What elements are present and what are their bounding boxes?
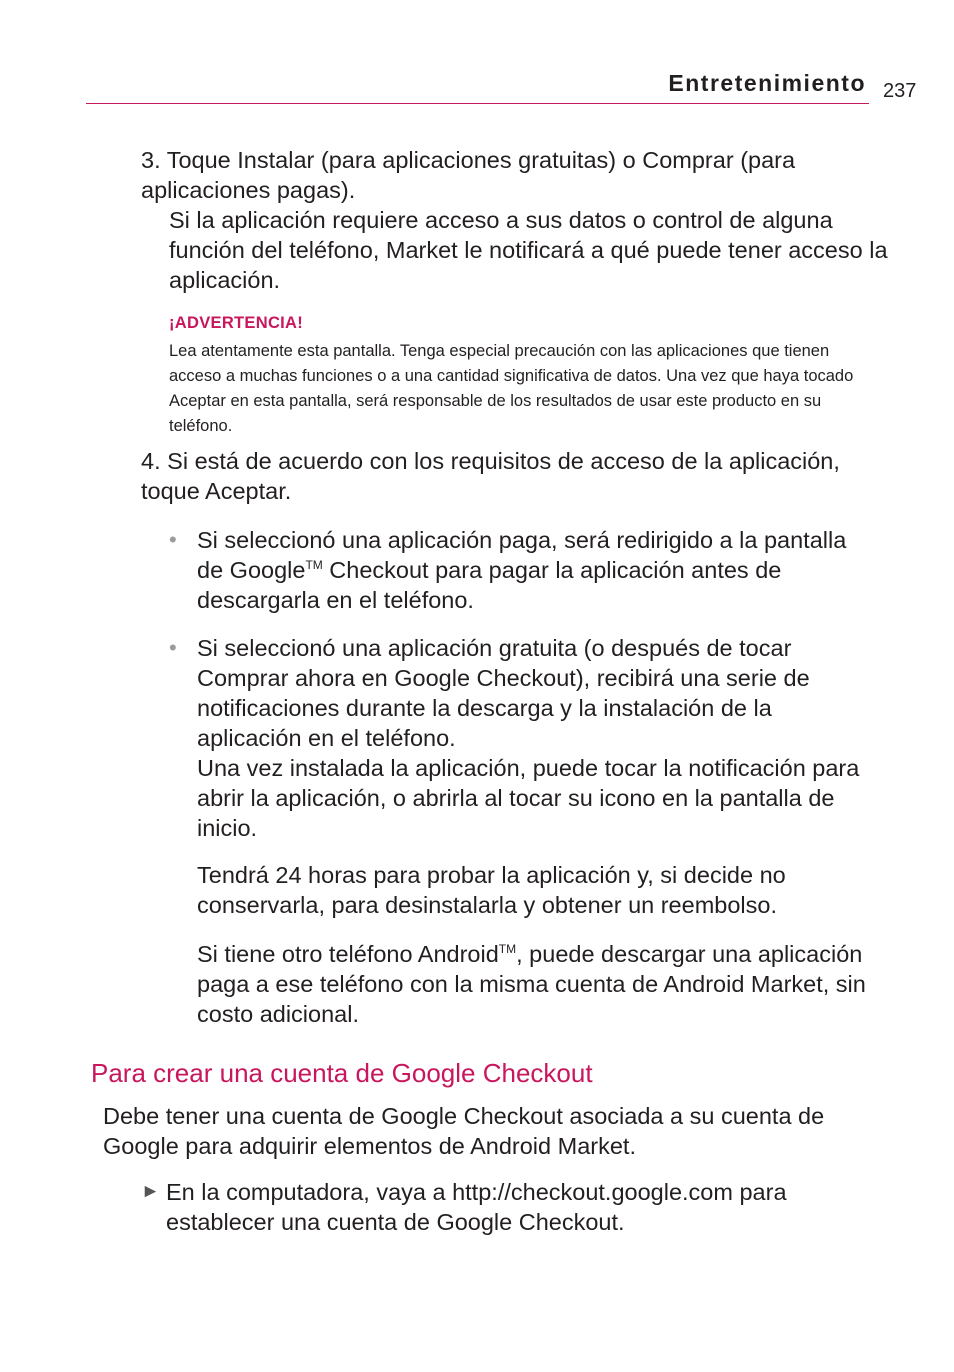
step-4 (141, 446, 901, 506)
trial-paragraph: Tendrá 24 horas para probar la aplicación y, si decide no conservarla, para desinstalarla y obtener un reembolso. (197, 862, 786, 918)
arrow-right-icon: ► (141, 1181, 160, 1202)
section-intro: Debe tener una cuenta de Google Checkout asociada a su cuenta de Google para adquirir elementos de Android Market. (103, 1103, 825, 1159)
section-header: Entretenimiento (668, 70, 866, 96)
trademark-sup: TM (305, 558, 323, 572)
step-3 (141, 145, 901, 295)
bullet-free-text (197, 633, 877, 843)
bullet-free-post: ahora en Google Checkout), recibirá una serie de notificaciones durante la descarga y la instalación de la aplicación en el teléfono. (197, 665, 810, 751)
bullet-free-pre: Si seleccionó una aplicación gratuita (o después de tocar (197, 635, 792, 661)
step-3-post: (para aplicaciones pagas). (141, 147, 796, 203)
step-4-number: 4. (141, 448, 161, 474)
bullet-paid-post: Checkout para pagar la aplicación antes de descargarla en el teléfono. (197, 557, 782, 613)
bullet-icon: • (169, 527, 177, 552)
warning-text: Lea atentamente esta pantalla. Tenga especial precaución con las aplicaciones que tienen acceso a muchas funciones o a una cantidad significativa de datos. Una vez que haya tocado Aceptar en esta pantalla, será responsable de los resultados de usar este producto en su teléfono. (169, 342, 854, 435)
bullet-paid-pre: Si seleccionó una aplicación paga, será redirigido a la pantalla de Google (197, 527, 847, 583)
aceptar-label: Aceptar (205, 478, 285, 504)
android-post: , puede descargar una aplicación paga a ese teléfono con la misma cuenta de Android Market, sin costo adicional. (197, 941, 866, 1027)
step-4-end: . (284, 478, 292, 504)
instalar-label: Instalar (237, 147, 315, 173)
header-divider (86, 103, 869, 104)
step-3-pre: Toque (166, 147, 231, 173)
trademark-sup: TM (498, 942, 517, 956)
comprar-label: Comprar (197, 665, 289, 691)
step-4-text: Si está de acuerdo con los requisitos de acceso de la aplicación, toque (141, 448, 840, 504)
warning-title: ¡ADVERTENCIA! (169, 314, 304, 332)
page-number: 237 (883, 80, 917, 102)
step-3-mid: (para aplicaciones gratuitas) o (320, 147, 636, 173)
step-3-number: 3. (141, 147, 161, 173)
bullet-free-detail: Una vez instalada la aplicación, puede tocar la notificación para abrir la aplicación, o abrirla al tocar su icono en la pantalla de inicio. (197, 755, 860, 841)
step-3-detail: Si la aplicación requiere acceso a sus datos o control de alguna función del teléfono, Market le notificará a qué puede tener acceso la aplicación. (169, 207, 888, 293)
bullet-paid-text (197, 525, 877, 615)
android-paragraph (197, 939, 887, 1029)
bullet-icon: • (169, 635, 177, 660)
section-title: Para crear una cuenta de Google Checkout (91, 1058, 593, 1088)
android-pre: Si tiene otro teléfono Android (197, 941, 499, 967)
checkout-instruction-text: En la computadora, vaya a http://checkout.google.com para establecer una cuenta de Google Checkout. (166, 1179, 787, 1235)
comprar-label: Comprar (642, 147, 734, 173)
